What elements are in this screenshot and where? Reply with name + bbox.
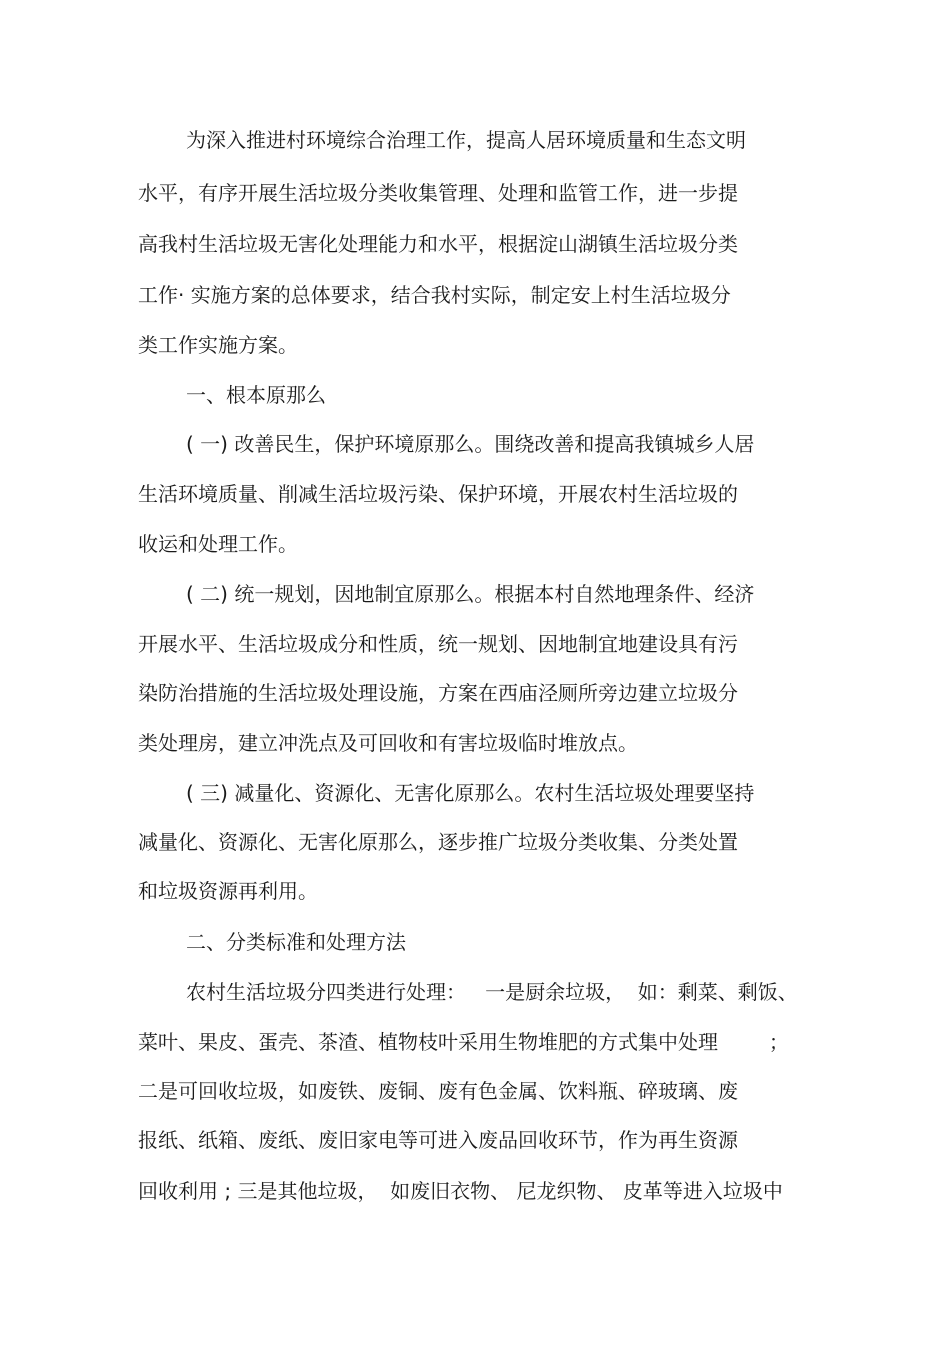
classification-line-3: 二是可回收垃圾，如废铁、废铜、废有色金属、饮料瓶、碎玻璃、废 [138,1079,738,1103]
principle-1-line-2: 生活环境质量、削减生活垃圾污染、保护环境，开展农村生活垃圾的 [138,482,738,506]
principle-1-line-3: 收运和处理工作。 [138,532,298,556]
section-heading-1: 一、根本原那么 [186,383,326,407]
intro-line-2: 水平，有序开展生活垃圾分类收集管理、处理和监管工作，进一步提 [138,181,738,205]
intro-line-3: 高我村生活垃圾无害化处理能力和水平，根据淀山湖镇生活垃圾分类 [138,232,738,256]
section-heading-2: 二、分类标准和处理方法 [186,930,406,954]
intro-line-1: 为深入推进村环境综合治理工作，提高人居环境质量和生态文明 [186,128,746,152]
principle-2-line-1: ( 二) 统一规划，因地制宜原那么。根据本村自然地理条件、经济 [186,582,755,606]
principle-2-line-3: 染防治措施的生活垃圾处理设施，方案在西庙泾厕所旁边建立垃圾分 [138,681,738,705]
classification-line-4: 报纸、纸箱、废纸、废旧家电等可进入废品回收环节，作为再生资源 [138,1128,738,1152]
principle-3-line-1: ( 三) 减量化、资源化、无害化原那么。农村生活垃圾处理要坚持 [186,781,755,805]
intro-line-4: 工作· 实施方案的总体要求，结合我村实际，制定安上村生活垃圾分 [138,283,731,307]
principle-1-line-1: ( 一) 改善民生，保护环境原那么。围绕改善和提高我镇城乡人居 [186,432,755,456]
classification-line-2: 菜叶、果皮、蛋壳、茶渣、植物枝叶采用生物堆肥的方式集中处理 ； [138,1030,789,1054]
classification-line-5: 回收利用 ; 三是其他垃圾， 如废旧衣物、 尼龙织物、 皮革等进入垃圾中 [138,1179,783,1203]
intro-line-5: 类工作实施方案。 [138,333,298,357]
classification-line-1: 农村生活垃圾分四类进行处理： 一是厨余垃圾， 如：剩菜、剩饭、 [186,980,798,1004]
principle-2-line-4: 类处理房，建立冲洗点及可回收和有害垃圾临时堆放点。 [138,731,638,755]
principle-3-line-2: 减量化、资源化、无害化原那么，逐步推广垃圾分类收集、分类处置 [138,830,738,854]
principle-3-line-3: 和垃圾资源再利用。 [138,879,318,903]
principle-2-line-2: 开展水平、生活垃圾成分和性质，统一规划、因地制宜地建设具有污 [138,632,738,656]
